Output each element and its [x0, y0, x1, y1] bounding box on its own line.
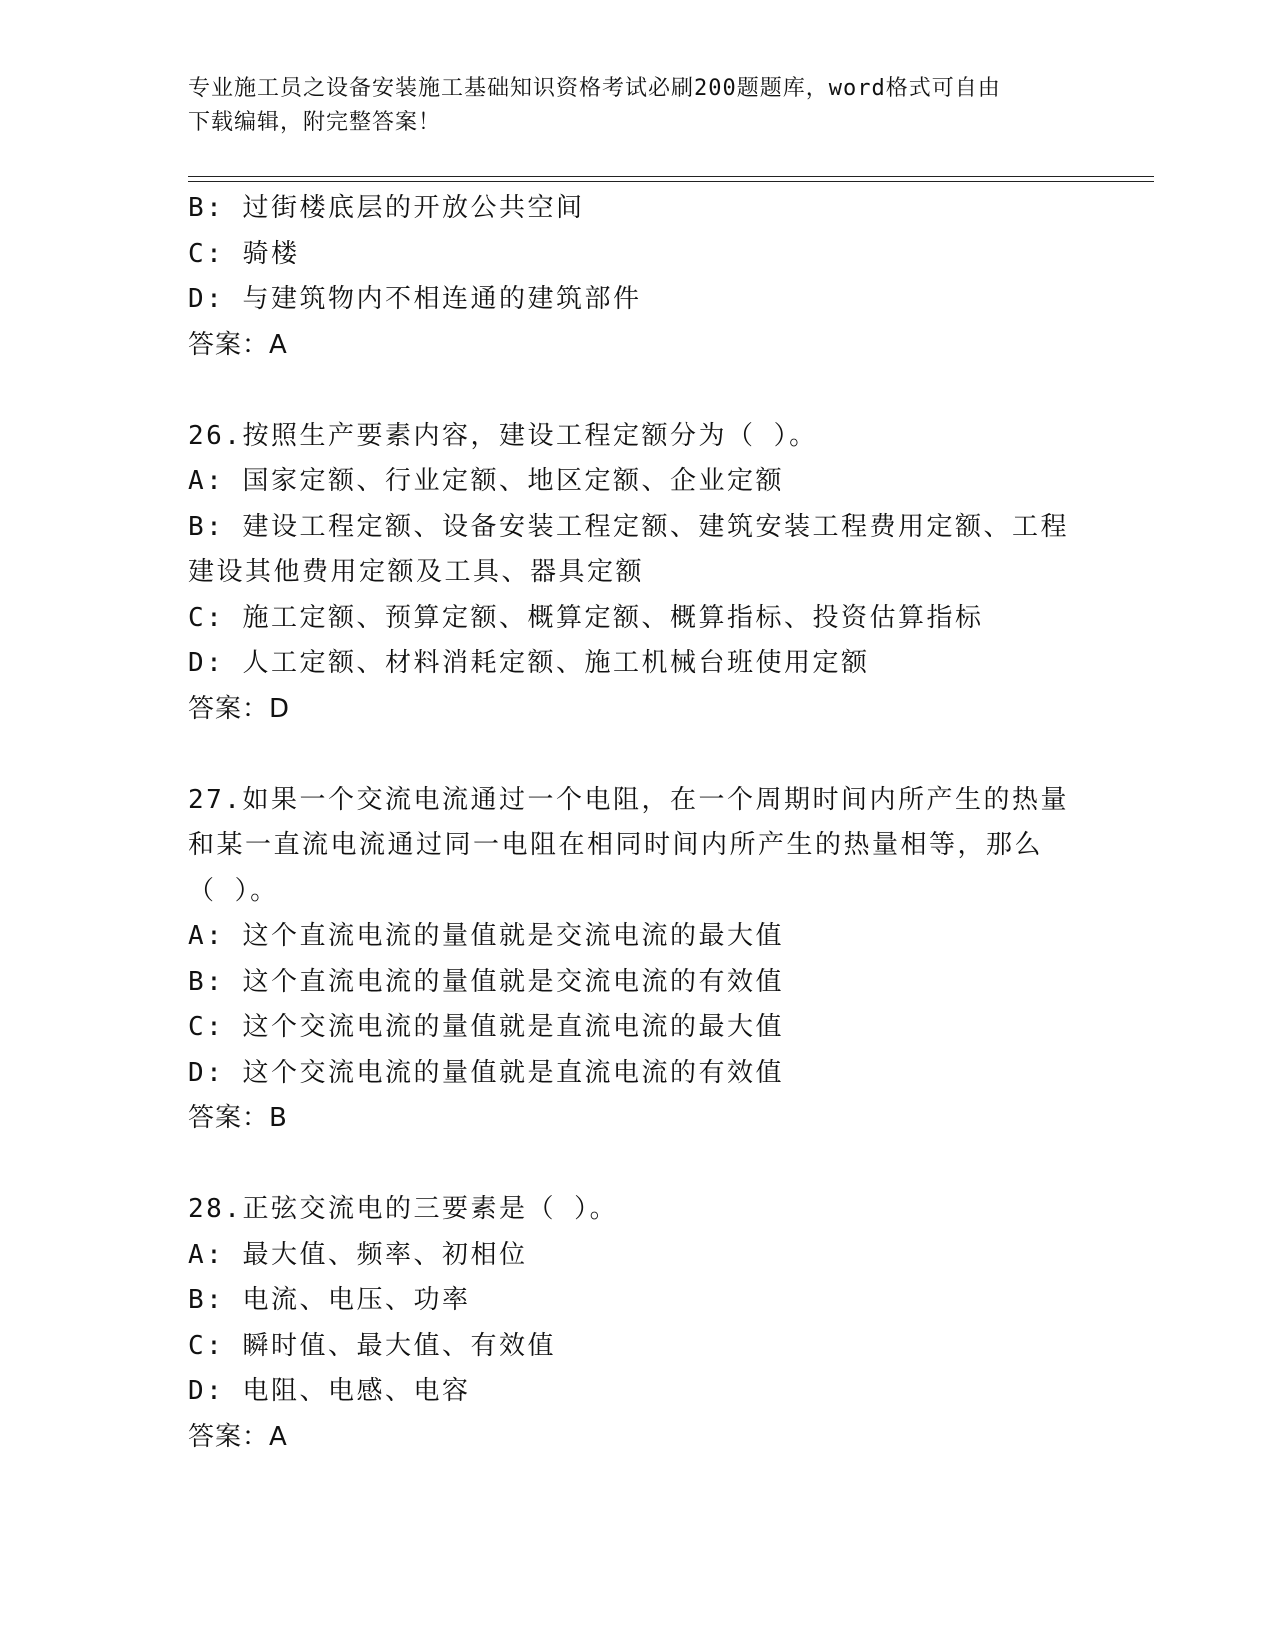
header-divider-bottom	[188, 181, 1154, 182]
block-spacer	[188, 1142, 1088, 1188]
document-header	[188, 72, 1088, 140]
header-line-1: 专业施工员之设备安装施工基础知识资格考试必刷200题题库，word格式可自由	[188, 76, 1001, 101]
answer-line: 答案：D	[188, 693, 291, 724]
question-block-28	[188, 1187, 1088, 1460]
answer-line: 答案：A	[188, 1421, 288, 1452]
option-d: D: 电阻、电感、电容	[188, 1376, 471, 1406]
option-a: A: 这个直流电流的量值就是交流电流的最大值	[188, 921, 784, 951]
question-block-25	[188, 186, 1088, 368]
option-b: B: 这个直流电流的量值就是交流电流的有效值	[188, 966, 784, 997]
header-line-2: 下载编辑，附完整答案！	[188, 110, 442, 135]
question-text: 26.按照生产要素内容，建设工程定额分为（ ）。	[188, 420, 818, 451]
answer-line: 答案：A	[188, 329, 288, 360]
option-b-continued: 建设其他费用定额及工具、器具定额	[188, 557, 645, 587]
header-divider-top	[188, 176, 1154, 177]
block-spacer	[188, 732, 1088, 778]
answer-line: 答案：B	[188, 1103, 288, 1133]
question-text-line-1: 27.如果一个交流电流通过一个电阻，在一个周期时间内所产生的热量	[188, 784, 1069, 815]
block-spacer	[188, 368, 1088, 414]
question-block-27	[188, 778, 1088, 1142]
option-c: C: 瞬时值、最大值、有效值	[188, 1330, 556, 1361]
question-text-line-3: （ ）。	[188, 875, 279, 906]
option-b: B: 电流、电压、功率	[188, 1285, 471, 1315]
option-a: A: 最大值、频率、初相位	[188, 1239, 528, 1270]
option-b: B: 过街楼底层的开放公共空间	[188, 193, 585, 223]
option-c: C: 施工定额、预算定额、概算定额、概算指标、投资估算指标	[188, 602, 984, 633]
option-c: C: 骑楼	[188, 238, 300, 269]
option-d: D: 人工定额、材料消耗定额、施工机械台班使用定额	[188, 648, 870, 678]
question-block-26	[188, 414, 1088, 733]
question-text: 28.正弦交流电的三要素是（ ）。	[188, 1194, 619, 1224]
option-d: D: 这个交流电流的量值就是直流电流的有效值	[188, 1057, 784, 1088]
option-b: B: 建设工程定额、设备安装工程定额、建筑安装工程费用定额、工程	[188, 511, 1069, 542]
option-d: D: 与建筑物内不相连通的建筑部件	[188, 284, 642, 314]
option-a: A: 国家定额、行业定额、地区定额、企业定额	[188, 466, 784, 496]
question-text-line-2: 和某一直流电流通过同一电阻在相同时间内所产生的热量相等，那么	[188, 830, 1044, 860]
question-list	[188, 186, 1088, 1460]
option-c: C: 这个交流电流的量值就是直流电流的最大值	[188, 1012, 784, 1042]
